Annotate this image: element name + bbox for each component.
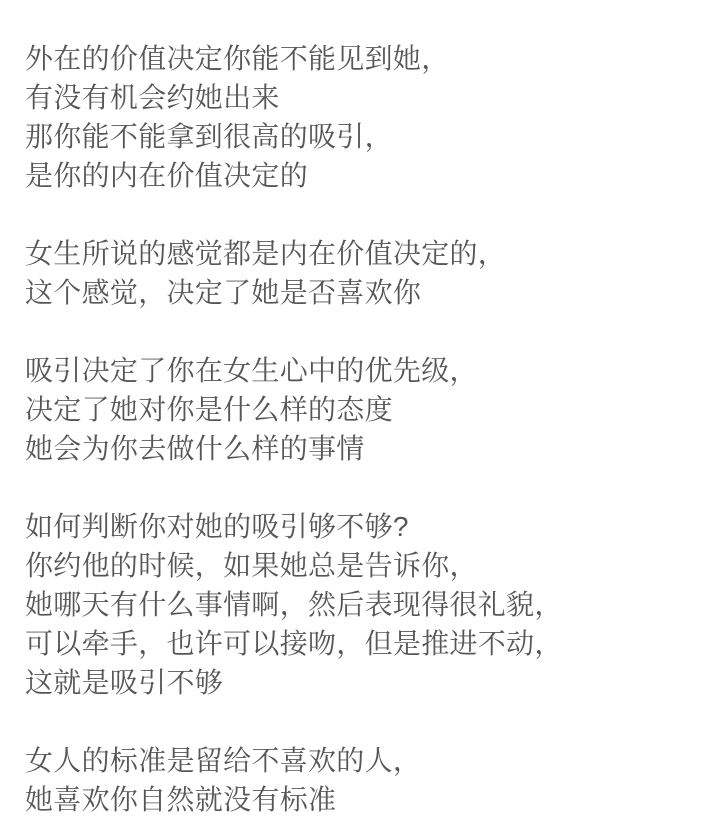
paragraph-standards bbox=[25, 741, 697, 819]
text-line: 你约他的时候，如果她总是告诉你， bbox=[25, 550, 478, 581]
text-line: 女生所说的感觉都是内在价值决定的， bbox=[25, 238, 507, 269]
text-line: 吸引决定了你在女生心中的优先级， bbox=[25, 355, 478, 386]
text-line: 决定了她对你是什么样的态度 bbox=[25, 394, 393, 425]
paragraph-feeling bbox=[25, 234, 697, 312]
text-line: 她喜欢你自然就没有标准 bbox=[25, 784, 337, 815]
text-line: 她会为你去做什么样的事情 bbox=[25, 433, 365, 464]
text-line: 外在的价值决定你能不能见到她， bbox=[25, 43, 450, 74]
text-line: 有没有机会约她出来 bbox=[25, 82, 280, 113]
paragraph-judge-attraction bbox=[25, 507, 697, 702]
paragraph-external-value bbox=[25, 39, 697, 195]
text-line: 这就是吸引不够 bbox=[25, 667, 224, 698]
text-line: 女人的标准是留给不喜欢的人， bbox=[25, 745, 422, 776]
text-line: 可以牵手，也许可以接吻，但是推进不动， bbox=[25, 628, 563, 659]
paragraph-attraction-priority bbox=[25, 351, 697, 468]
text-line: 是你的内在价值决定的 bbox=[25, 160, 309, 191]
text-line: 那你能不能拿到很高的吸引， bbox=[25, 121, 393, 152]
text-line: 这个感觉，决定了她是否喜欢你 bbox=[25, 277, 422, 308]
text-line: 如何判断你对她的吸引够不够? bbox=[25, 511, 409, 542]
text-line: 她哪天有什么事情啊，然后表现得很礼貌， bbox=[25, 589, 563, 620]
